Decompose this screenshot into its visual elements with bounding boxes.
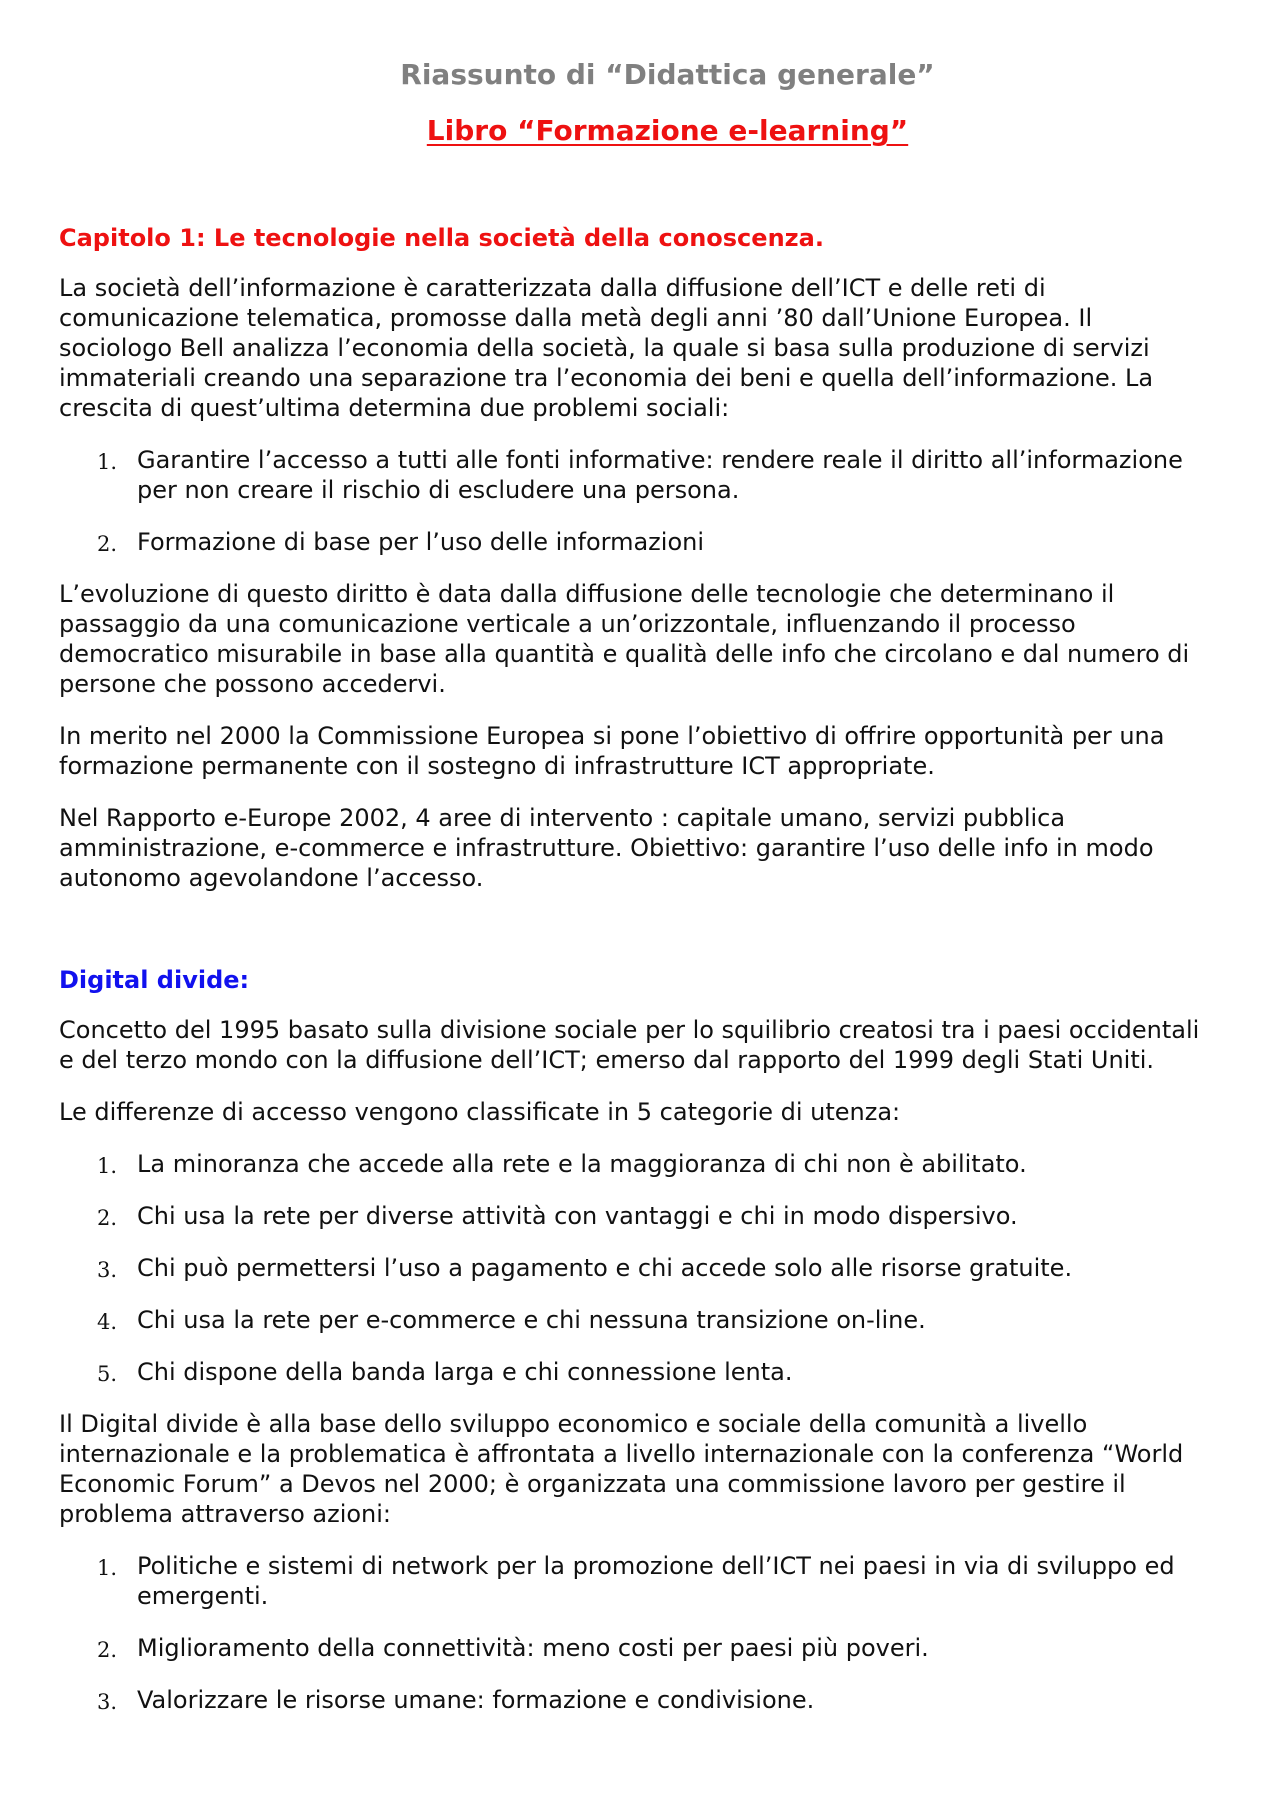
list-item <box>59 445 1209 505</box>
document-subtitle <box>0 114 1280 147</box>
list-number: 5. <box>97 1362 118 1386</box>
paragraph-rapporto: Nel Rapporto e-Europe 2002, 4 aree di intervento : capitale umano, servizi pubblica amministrazione, e-commerce e infrastrutture. Obiettivo: garantire l’uso delle info in modo autonomo agevolandone l’accesso. <box>59 804 1154 892</box>
categories-list <box>59 1149 1209 1387</box>
list-item-text: Politiche e sistemi di network per la promozione dell’ICT nei paesi in via di sviluppo ed emergenti. <box>137 1552 1175 1610</box>
problems-list <box>59 445 1209 557</box>
section-spacer <box>59 915 1209 965</box>
list-number: 2. <box>97 1638 118 1662</box>
document-body <box>59 223 1209 1737</box>
list-number: 1. <box>97 450 118 474</box>
list-item <box>59 1551 1209 1611</box>
document-title-text: Riassunto di “Didattica generale” <box>400 58 935 91</box>
paragraph-differenze: Le differenze di accesso vengono classificate in 5 categorie di utenza: <box>59 1098 901 1126</box>
list-item-text: Chi può permettersi l’uso a pagamento e chi accede solo alle risorse gratuite. <box>137 1254 1073 1282</box>
list-item <box>59 1149 1209 1179</box>
digital-divide-heading: Digital divide: <box>59 966 250 994</box>
document-title <box>0 58 1280 91</box>
list-number: 1. <box>97 1154 118 1178</box>
list-number: 1. <box>97 1556 118 1580</box>
list-item-text: Chi usa la rete per diverse attività con vantaggi e chi in modo dispersivo. <box>137 1202 1018 1230</box>
list-item-text: La minoranza che accede alla rete e la maggioranza di chi non è abilitato. <box>137 1150 1027 1178</box>
paragraph-merito: In merito nel 2000 la Commissione Europea si pone l’obiettivo di offrire opportunità per una formazione permanente con il sostegno di infrastrutture ICT appropriate. <box>59 722 1165 780</box>
list-item <box>59 1685 1209 1715</box>
list-item-text: Formazione di base per l’uso delle informazioni <box>137 528 705 556</box>
list-item <box>59 1305 1209 1335</box>
list-item-text: Miglioramento della connettività: meno costi per paesi più poveri. <box>137 1634 929 1662</box>
paragraph-intro: La società dell’informazione è caratterizzata dalla diffusione dell’ICT e delle reti di comunicazione telematica, promosse dalla metà degli anni ’80 dall’Unione Europea. Il sociologo Bell analizza l’economia della società, la quale si basa sulla produzione di servizi immateriali creando una separazione tra l’economia dei beni e quella dell’informazione. La crescita di quest’ultima determina due problemi sociali: <box>59 274 1154 422</box>
list-item-text: Valorizzare le risorse umane: formazione e condivisione. <box>137 1686 815 1714</box>
document-subtitle-text: Libro “Formazione e-learning” <box>426 114 909 147</box>
list-item-text: Garantire l’accesso a tutti alle fonti informative: rendere reale il diritto all’informazione per non creare il rischio di escludere una persona. <box>137 446 1183 504</box>
list-item <box>59 1253 1209 1283</box>
paragraph-evoluzione: L’evoluzione di questo diritto è data dalla diffusione delle tecnologie che determinano il passaggio da una comunicazione verticale a un’orizzontale, influenzando il processo democratico misurabile in base alla quantità e qualità delle info che circolano e dal numero di persone che possono accedervi. <box>59 580 1190 698</box>
list-item-text: Chi dispone della banda larga e chi connessione lenta. <box>137 1358 793 1386</box>
list-item <box>59 527 1209 557</box>
paragraph-concetto: Concetto del 1995 basato sulla divisione sociale per lo squilibrio creatosi tra i paesi occidentali e del terzo mondo con la diffusione dell’ICT; emerso dal rapporto del 1999 degli Stati Uniti. <box>59 1016 1200 1074</box>
list-number: 3. <box>97 1690 118 1714</box>
list-number: 3. <box>97 1258 118 1282</box>
list-item <box>59 1201 1209 1231</box>
list-number: 2. <box>97 532 118 556</box>
list-item <box>59 1357 1209 1387</box>
list-number: 2. <box>97 1206 118 1230</box>
list-number: 4. <box>97 1310 118 1334</box>
actions-list <box>59 1551 1209 1715</box>
list-item-text: Chi usa la rete per e-commerce e chi nessuna transizione on-line. <box>137 1306 926 1334</box>
list-item <box>59 1633 1209 1663</box>
paragraph-base: Il Digital divide è alla base dello sviluppo economico e sociale della comunità a livello internazionale e la problematica è affrontata a livello internazionale con la conferenza “World Economic Forum” a Devos nel 2000; è organizzata una commissione lavoro per gestire il problema attraverso azioni: <box>59 1410 1184 1528</box>
chapter-1-heading: Capitolo 1: Le tecnologie nella società della conoscenza. <box>59 224 824 252</box>
